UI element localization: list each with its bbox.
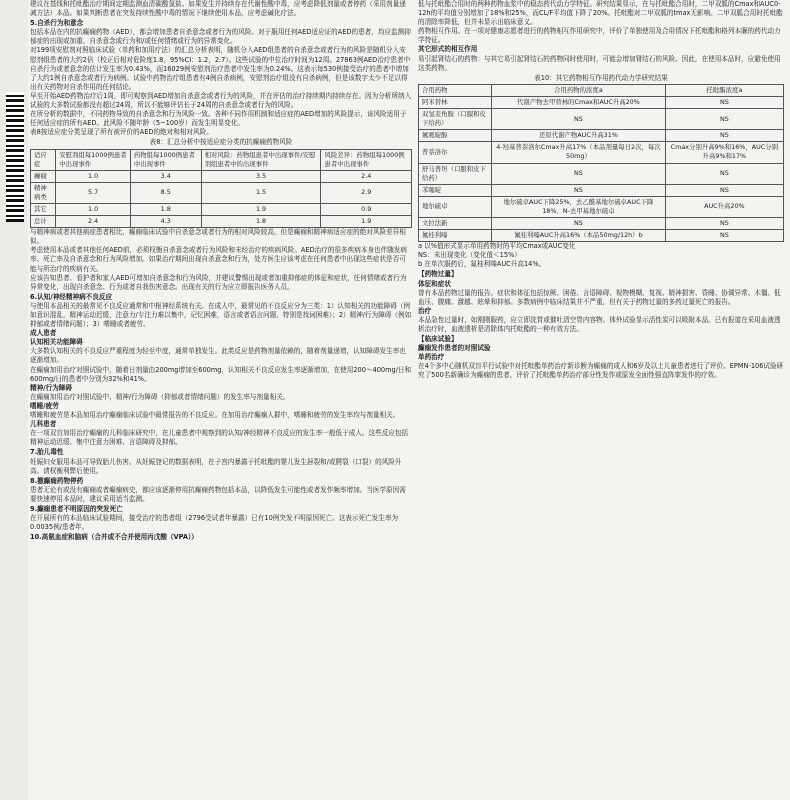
- table-header-row: [419, 84, 784, 96]
- table-cell: 文拉法新: [419, 217, 492, 229]
- s5-after-paragraph: 考虑使用本品或者其他任何AED前，必须权衡自杀意念或者行为风险和未经治疗的疾病风险。AED治疗的很多疾病本身也伴随发病率、死亡率及自杀意念和行为风险增加。如果治疗期间出现自杀意念和行为，处方医生应该考虑在任何患者中出现这些症状是否可能与所治疗的疾病有关。: [30, 246, 407, 273]
- other-interaction-paragraph: 易引起肾结石的药物：与其它易引起肾结石的药物同时使用时，可能会增加肾结石的风险。因此，在使用本品时，应避免使用这类药物。: [418, 54, 781, 72]
- table-cell: NS: [665, 109, 783, 130]
- table-cell: NS: [665, 230, 783, 242]
- table-row: [419, 142, 784, 163]
- table-row: [31, 203, 412, 215]
- table-cell: 1.9: [321, 216, 412, 228]
- table-cell: 1.8: [130, 203, 201, 215]
- table-cell: 2.4: [56, 216, 131, 228]
- right-intro-paragraph: 药物相互作用。在一项对健康志愿者进行的药物相互作用研究中，评价了单独使用及合用情况下托吡酯和格列本脲的药代动力学特征。: [418, 27, 781, 45]
- table-header: 相对风险：药物组患者中出现事件/安慰剂组患者中的出现事件: [201, 149, 321, 170]
- table-row: [31, 170, 412, 182]
- table-header: 适应症: [31, 149, 56, 170]
- psych-paragraph: 在癫痫加用治疗对照试验中，精神/行为障碍（抑郁或者情绪问题）的发生率与剂量相关。: [30, 392, 290, 401]
- table-cell: 1.0: [56, 170, 131, 182]
- s8-paragraph: 患者无论有或没有癫痫或者癫痫病史，都应该逐渐停用抗癫痫药物包括本品，以降低发生可能性或者发作频率增加。当医学原因需要快速停用本品时，建议采用适当监测。: [30, 485, 406, 503]
- left-margin-strip: [0, 0, 28, 800]
- table-cell: NS: [665, 163, 783, 184]
- table-cell: NS: [492, 184, 666, 196]
- overdose-paragraph: 曾有本品药物过量的报告。症状和体征包括惊厥、困倦、言语障碍、视物模糊、复视、精神损害、昏睡、协调异常、木僵、低血压、腹痛、激越、眩晕和抑郁。多数病例中临床结果并不严重，但有关于药物过量的多药过量死亡的报告。: [418, 288, 781, 306]
- table10-caption: 表10：其它药物相互作用药代动力学研究结果: [534, 73, 668, 82]
- table-row: [419, 130, 784, 142]
- s5-paragraph: 表8按适应症分类呈现了所有被评价的AED的绝对和相对风险。: [30, 128, 213, 137]
- table-cell: 精神病类: [31, 182, 56, 203]
- table-cell: NS: [492, 217, 666, 229]
- qr-code: [6, 92, 24, 222]
- table-cell: 还原代谢产物AUC升高31%: [492, 130, 666, 142]
- table-row: [419, 196, 784, 217]
- table-cell: Cmax分别升高9%和16%，AUC分别升高9%和17%: [665, 142, 783, 163]
- table-row: [31, 182, 412, 203]
- table-cell: 氟哌啶醇: [419, 130, 492, 142]
- s5-paragraph: 在所分析的数据中，不同药物导致的自杀意念和行为风险一致。各种不同作用机制和适应症的AED增加的风险提示，该风险适用于任何适应症的所有AED。此风险不随年龄（5~100岁）而发生明显变化。: [30, 110, 407, 128]
- table-cell: NS: [492, 163, 666, 184]
- s6-paragraph: 与使用本品相关的最常见不良反应通常和中枢神经系统有关。在成人中，最常见的不良反应分为三类：1）认知相关的功能障碍（例如意识混乱，精神运动迟缓，注意力/专注力难以集中，记忆困难，语言或者语言问题，特别是找词困难）；2）精神/行为障碍（例如抑郁或者情绪问题）；3）嗜睡或者疲劳。: [30, 301, 412, 329]
- table-cell: 氟桂利嗪: [419, 230, 492, 242]
- table-header: 药物组每1000例患者中出现事件: [130, 149, 201, 170]
- table-cell: 0.9: [321, 203, 412, 215]
- table-cell: 双氢麦角胺（口服和皮下给药）: [419, 109, 492, 130]
- monotherapy-subtitle: 单药治疗: [418, 353, 445, 362]
- table-cell: 1.9: [201, 203, 321, 215]
- table-header-row: [31, 149, 412, 170]
- clinical-paragraph: 在4个多中心随机双盲平行试验中对托吡酯单药治疗新诊断为癫痫的成人和6岁及以上儿童患者进行了评价。EPMN-106试验研究了500名新确诊为癫痫的患者，评价了托吡酯单药治疗部分性发作或原发全面性强直阵挛发作的疗效。: [418, 362, 784, 380]
- table-cell: 氟桂利嗪AUC升高16%（本品50mg/12h）b: [492, 230, 666, 242]
- table-cell: 地尔硫卓AUC下降25%，去乙酰基地尔硫卓AUC下降18%，N-去甲基地尔硫卓: [492, 196, 666, 217]
- table-cell: 3.4: [130, 170, 201, 182]
- table-cell: 2.9: [321, 182, 412, 203]
- cognitive-paragraph: 大多数认知相关的不良反应严重程度为轻至中度，通常单独发生。此类反应是药物剂量依赖的，随着剂量递增，认知障碍发生率也逐渐增加。: [30, 347, 406, 365]
- table-cell: 普萘洛尔: [419, 142, 492, 163]
- table8: [30, 149, 412, 229]
- table-cell: AUC升高20%: [665, 196, 783, 217]
- section-8-title: 8.撤癫痫药物停药: [30, 476, 84, 485]
- cognitive-subtitle: 认知相关功能障碍: [30, 338, 83, 347]
- section-10-title: 10.高氨血症和脑病（合并或不合并使用丙戊酸（VPA））: [30, 533, 198, 542]
- table-cell: 苯噻啶: [419, 184, 492, 196]
- table-cell: 阿米替林: [419, 96, 492, 108]
- s7-paragraph: 妊娠妇女服用本品可导致胎儿伤害。从妊娠登记的数据表明，在子宫内暴露于托吡酯的婴儿发生唇裂和/或腭裂（口裂）的风险升高。请权衡利弊后使用。: [30, 457, 402, 475]
- table-row: [419, 184, 784, 196]
- treatment-paragraph: 本品急性过量时，如刚刚服药，应立即洗胃或催吐清空胃内容物。体外试验显示活性炭可以吸附本品。已有报道在采用血液透析治疗时，血液透析是清除体内托吡酯的一种有效方法。: [418, 315, 781, 333]
- section-9-title: 9.癫痫患者不明原因的突发死亡: [30, 504, 123, 513]
- s5-paragraph: 早至开始AED药物治疗后1周，即可观察到AED增加自杀意念或者行为的风险，并在评估的治疗持续期内持续存在。因为分析所纳入试验的大多数试验都没有超过24周，所以不能够评估长于24周的自杀意念或者行为的风险。: [30, 91, 412, 110]
- clinical-trials-title: 【临床试验】: [418, 335, 458, 344]
- table-cell: 其它: [31, 203, 56, 215]
- pediatric-paragraph: 在一项双盲加用治疗癫痫的儿科临床研究中，在儿童患者中观察到的认知/神经精神不良反应的发生率一般低于成人。这些反应包括精神运动迟缓、集中注意力困难、言语障碍及抑郁。: [30, 429, 409, 447]
- table-cell: 1.5: [201, 182, 321, 203]
- s5-after-paragraph: 与精神病或者其他病症患者相比，癫痫临床试验中自杀意念或者行为的相对风险较高，但是癫痫和精神病适应症的绝对风险差异相似。: [30, 228, 406, 246]
- table-cell: 5.7: [56, 182, 131, 203]
- table-cell: 3.5: [201, 170, 321, 182]
- section-5-title: 5.自杀行为和意念: [30, 19, 84, 28]
- table-cell: 1.8: [201, 216, 321, 228]
- left-column: [30, 0, 412, 800]
- cognitive-paragraph: 在癫痫加用治疗对照试验中，随着日剂量由200mg增加至600mg，认知相关不良反应发生率逐渐增加，在使用200～400mg/日和600mg/日的患者中分别为32%和41%。: [30, 365, 412, 383]
- table-row: [31, 216, 412, 228]
- somnolence-paragraph: 嗜睡和疲劳是本品加用治疗癫痫临床试验中最常报告的不良反应。在加用治疗癫痫人群中，嗜睡和疲劳的发生率均与剂量相关。: [30, 411, 400, 420]
- table-cell: NS: [492, 109, 666, 130]
- adult-subtitle: 成人患者: [30, 329, 57, 338]
- table-header: 托吡酯浓度a: [665, 84, 783, 96]
- table-row: [419, 230, 784, 242]
- overdose-title: 【药物过量】: [418, 270, 458, 279]
- table-cell: 8.5: [130, 182, 201, 203]
- table-cell: 1.0: [56, 203, 131, 215]
- pediatric-subtitle: 儿科患者: [30, 420, 57, 429]
- table-header: 合用药物: [419, 84, 492, 96]
- s5-paragraph: 包括本品在内的抗癫痫药物（AED），都会增加患者自杀意念或者行为的风险。对于服用任何AED适应证的AED的患者，均应监测抑郁症的出现或加重、自杀意念或行为和/或任何情绪或行为的异常变化。: [30, 28, 411, 46]
- table-cell: NS: [665, 130, 783, 142]
- table-cell: NS: [665, 217, 783, 229]
- treatment-title: 治疗: [418, 306, 432, 315]
- psych-subtitle: 精神/行为障碍: [30, 383, 72, 392]
- table-header: 安慰剂组每1000例患者中出现事件: [56, 149, 131, 170]
- table10-note: b 在单次服药后，氟桂利嗪AUC升高14%。: [418, 260, 546, 269]
- table-cell: 代谢产物去甲替林的Cmax和AUC升高20%: [492, 96, 666, 108]
- right-column: [418, 0, 784, 800]
- table-cell: 2.4: [321, 170, 412, 182]
- table-header: 合用药物的浓度a: [492, 84, 666, 96]
- table10-note: a 以%值形式显示单用药物时的平均Cmax或AUC变化: [418, 242, 576, 251]
- other-interaction-title: 其它形式的相互作用: [418, 45, 478, 54]
- table-cell: 癫痫: [31, 170, 56, 182]
- table10: [418, 84, 784, 242]
- table-row: [419, 96, 784, 108]
- table-cell: 4-羟基普萘洛尔Cmax升高17%（本品剂量每日2次，每次50mg）: [492, 142, 666, 163]
- somnolence-subtitle: 嗜睡/疲劳: [30, 401, 59, 410]
- overdose-subtitle: 体征和症状: [418, 279, 451, 288]
- table-cell: 总计: [31, 216, 56, 228]
- right-intro-paragraph: 低与托吡酯合用时的两种药物血浆中的稳态药代动力学特征。研究结果显示，在与托吡酯合用时，二甲双胍的Cmax和AUC0-12h的平均值分别增加了18%和25%，而CL/F平均值下降了20%。托吡酯对二甲双胍的tmax无影响。二甲双胍合用时托吡酯的清除率降低，但并未显示出临床意义。: [418, 0, 783, 27]
- table-cell: 舒马普坦（口服和皮下给药）: [419, 163, 492, 184]
- table-cell: NS: [665, 96, 783, 108]
- table-cell: 4.3: [130, 216, 201, 228]
- clinical-subtitle: 癫痫发作患者的对照试验: [418, 344, 491, 353]
- left-intro-paragraph: 建议在基线和托吡酯治疗期间定期监测血清碳酸氢盐。如果发生并持续存在代谢性酸中毒，应考虑降低剂量或者停药（采用剂量递减方法）本品。如果判断患者在突发持续性酸中毒的情况下继续使用本品，应考虑碱化疗法。: [30, 0, 406, 18]
- table8-caption: 表8：汇总分析中按适应症分类的抗癫痫药物风险: [149, 138, 293, 147]
- table-row: [419, 109, 784, 130]
- s5-after-paragraph: 应该告知患者、看护者和家人AED可增加自杀意念和行为风险，并建议警惕出现或者加重抑郁症的体征和症状，任何情绪或者行为异常变化，出现自杀意念、行为或者自我伤害意念。出现有关的行为应立即报告医务人员。: [30, 273, 407, 291]
- table-row: [419, 163, 784, 184]
- section-6-title: 6.认知/神经精神病不良反应: [30, 292, 113, 301]
- section-7-title: 7.胎儿毒性: [30, 448, 64, 457]
- table10-note: NS：未出现变化（变化值＜15%）: [418, 251, 521, 260]
- table-cell: 地尔硫卓: [419, 196, 492, 217]
- s9-paragraph: 在开展所有的本品临床试验期间，接受治疗的患者组（2796受试者年暴露）已有10例突发不明原因死亡。这表示死亡发生率为0.0035例/患者年。: [30, 514, 399, 532]
- table-row: [419, 217, 784, 229]
- table-cell: NS: [665, 184, 783, 196]
- table-header: 风险差异：药物组每1000例患者中出现事件: [321, 149, 412, 170]
- s5-paragraph: 对199项安慰剂对照临床试验（单药和加用疗法）的汇总分析表明，随机分入AED组患者的自杀意念或者行为的风险是随机分入安慰剂组患者的大约2倍（校正后相对危险度1.8，95%CI：1.2，2.7）。这些试验的中位治疗时间为12周。27863例AED治疗患者中自杀行为或者意念的估计发生率为0.43%，而16029例安慰剂治疗患者中发生率为0.24%。这表示每530例接受治疗的患者中增加了大约1例自杀意念或者行为病例。试验中药物治疗组患者有4例自杀病例，安慰剂治疗组没有自杀病例，但是该数字太少不足以得出有关药物对自杀作用的任何结论。: [30, 46, 411, 91]
